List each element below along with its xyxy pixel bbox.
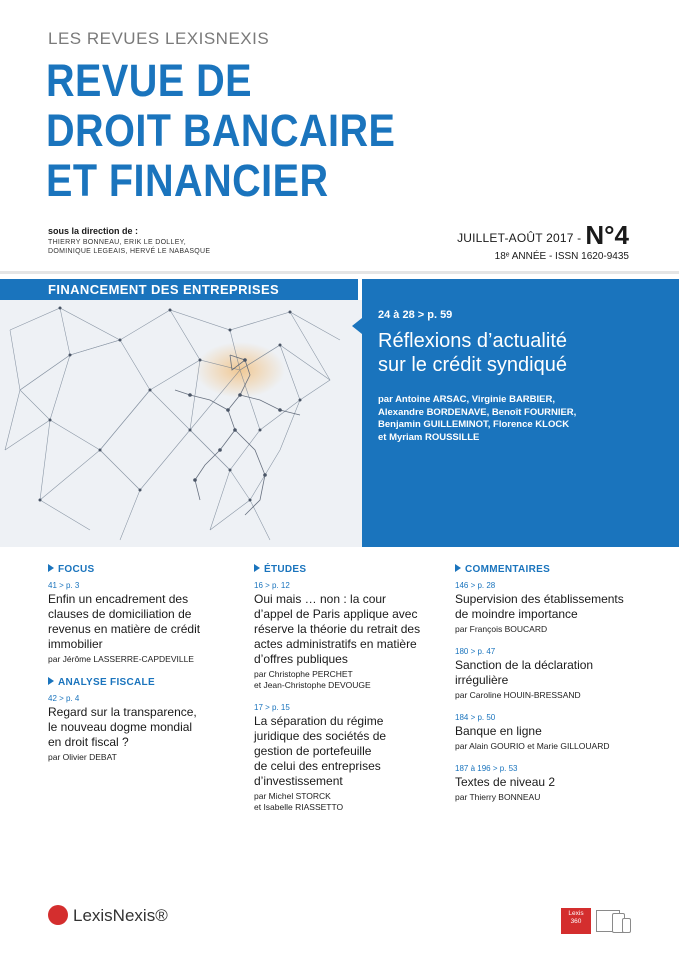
- article-title-line: de celui des entreprises: [254, 759, 381, 773]
- feature-author-line: et Myriam ROUSSILLE: [378, 431, 480, 443]
- article-title: [455, 658, 645, 688]
- triangle-bullet-icon: [48, 564, 54, 572]
- column-commentaires: [455, 564, 645, 815]
- article-title-line: Supervision des établissements: [455, 592, 624, 606]
- article-title-line: le nouveau dogme mondial: [48, 720, 193, 734]
- phone-icon: [622, 918, 631, 933]
- article-entry[interactable]: [254, 703, 444, 813]
- article-author: par Caroline HOUIN-BRESSAND: [455, 690, 581, 700]
- panel-pointer: [352, 318, 362, 334]
- column-focus: [48, 564, 238, 775]
- section-heading-label: ANALYSE FISCALE: [58, 677, 155, 688]
- feature-title: [378, 329, 567, 377]
- article-author-line: et Isabelle RIASSETTO: [254, 802, 344, 812]
- article-title-line: clauses de domiciliation de: [48, 607, 192, 621]
- article-entry[interactable]: [48, 581, 238, 665]
- article-title: [254, 714, 444, 789]
- article-author-line: et Jean-Christophe DEVOUGE: [254, 680, 371, 690]
- journal-title: [46, 56, 395, 206]
- article-author: par François BOUCARD: [455, 624, 548, 634]
- article-author: par Thierry BONNEAU: [455, 792, 541, 802]
- article-title: [455, 775, 645, 790]
- journal-title-line: REVUE DE: [46, 55, 252, 106]
- article-title-line: revenus en matière de crédit: [48, 622, 201, 636]
- section-heading-label: ÉTUDES: [264, 564, 307, 575]
- article-entry[interactable]: [455, 764, 645, 803]
- publisher-name: LES REVUES LEXISNEXIS: [48, 29, 270, 48]
- direction-label: sous la direction de :: [48, 226, 139, 236]
- article-author: [254, 669, 444, 691]
- section-heading-etudes: [254, 564, 444, 575]
- article-author: par Alain GOURIO et Marie GILLOUARD: [455, 741, 610, 751]
- article-entry[interactable]: [455, 647, 645, 701]
- article-title-line: actes administratifs en matière: [254, 637, 417, 651]
- feature-ref: 24 à 28 > p. 59: [378, 309, 453, 321]
- issue-number: N°4: [585, 220, 629, 250]
- network-runner-illustration: [0, 300, 362, 547]
- feature-author-line: Alexandre BORDENAVE, Benoît FOURNIER,: [378, 406, 577, 418]
- article-title-line: Oui mais … non : la cour: [254, 592, 387, 606]
- issue-date: JUILLET-AOÛT 2017 -: [457, 231, 582, 245]
- article-ref: 187 à 196 > p. 53: [455, 764, 518, 773]
- logo-text: LexisNexis®: [73, 906, 168, 925]
- badge-line: Lexis: [568, 910, 584, 917]
- article-ref: 42 > p. 4: [48, 694, 80, 703]
- triangle-bullet-icon: [48, 677, 54, 685]
- column-etudes: [254, 564, 444, 825]
- feature-article-panel[interactable]: [362, 279, 679, 547]
- article-title: [455, 724, 645, 739]
- article-title-line: en droit fiscal ?: [48, 735, 129, 749]
- article-author-line: par Christophe PERCHET: [254, 669, 353, 679]
- article-title-line: gestion de portefeuille: [254, 744, 372, 758]
- triangle-bullet-icon: [455, 564, 461, 572]
- article-entry[interactable]: [455, 581, 645, 635]
- section-heading-label: FOCUS: [58, 564, 95, 575]
- article-title-line: Textes de niveau 2: [455, 775, 556, 789]
- article-title-line: réserve la théorie du retrait des: [254, 622, 421, 636]
- section-heading-commentaires: [455, 564, 645, 575]
- article-ref: 41 > p. 3: [48, 581, 80, 590]
- article-author: par Olivier DEBAT: [48, 752, 117, 762]
- article-author: par Jérôme LASSERRE-CAPDEVILLE: [48, 654, 194, 664]
- lexisnexis-logo: [48, 905, 168, 926]
- article-title-line: d’investissement: [254, 774, 343, 788]
- feature-author-line: Benjamin GUILLEMINOT, Florence KLOCK: [378, 419, 570, 430]
- logo-mark-icon: [48, 905, 68, 925]
- article-title-line: Sanction de la déclaration: [455, 658, 594, 672]
- network-runner-graphic: [0, 300, 362, 547]
- article-title: [48, 592, 238, 652]
- feature-title-line: Réflexions d’actualité: [378, 330, 567, 352]
- article-title-line: d’offres publiques: [254, 652, 348, 666]
- feature-author-line: par Antoine ARSAC, Virginie BARBIER,: [378, 394, 555, 405]
- section-heading-focus: [48, 564, 238, 575]
- journal-title-line: ET FINANCIER: [46, 155, 329, 206]
- article-entry[interactable]: [254, 581, 444, 691]
- section-heading-label: COMMENTAIRES: [465, 564, 551, 575]
- article-title-line: immobilier: [48, 637, 103, 651]
- article-title: [455, 592, 645, 622]
- article-title-line: irrégulière: [455, 673, 509, 687]
- journal-title-line: DROIT BANCAIRE: [46, 105, 396, 156]
- article-title-line: Enfin un encadrement des: [48, 592, 189, 606]
- direction-names-line: THIERRY BONNEAU, ERIK LE DOLLEY,: [48, 239, 186, 246]
- badge-line: 360: [570, 918, 582, 925]
- article-title-line: La séparation du régime: [254, 714, 384, 728]
- feature-title-line: sur le crédit syndiqué: [378, 354, 567, 376]
- lexis360-badge: [561, 908, 591, 934]
- issue-year-issn: 18ᵉ ANNÉE - ISSN 1620-9435: [494, 251, 629, 262]
- article-ref: 17 > p. 15: [254, 703, 290, 712]
- article-title: [48, 705, 238, 750]
- feature-authors: [378, 394, 576, 444]
- article-entry[interactable]: [48, 694, 238, 763]
- article-author: [254, 791, 444, 813]
- rubric-bar: FINANCEMENT DES ENTREPRISES: [0, 279, 358, 300]
- article-ref: 184 > p. 50: [455, 713, 496, 722]
- divider: [0, 271, 679, 274]
- article-title-line: d’appel de Paris applique avec: [254, 607, 418, 621]
- section-heading-analyse-fiscale: [48, 677, 238, 688]
- article-ref: 16 > p. 12: [254, 581, 290, 590]
- article-title-line: Banque en ligne: [455, 724, 542, 738]
- article-title-line: juridique des sociétés de: [254, 729, 387, 743]
- article-entry[interactable]: [455, 713, 645, 752]
- article-title-line: Regard sur la transparence,: [48, 705, 197, 719]
- direction-names-line: DOMINIQUE LEGEAIS, HERVÉ LE NABASQUE: [48, 248, 211, 255]
- article-title-line: de moindre importance: [455, 607, 578, 621]
- direction-names: [48, 238, 210, 256]
- article-author-line: par Michel STORCK: [254, 791, 331, 801]
- article-ref: 180 > p. 47: [455, 647, 496, 656]
- article-title: [254, 592, 444, 667]
- triangle-bullet-icon: [254, 564, 260, 572]
- article-ref: 146 > p. 28: [455, 581, 496, 590]
- issue-info: [457, 220, 629, 251]
